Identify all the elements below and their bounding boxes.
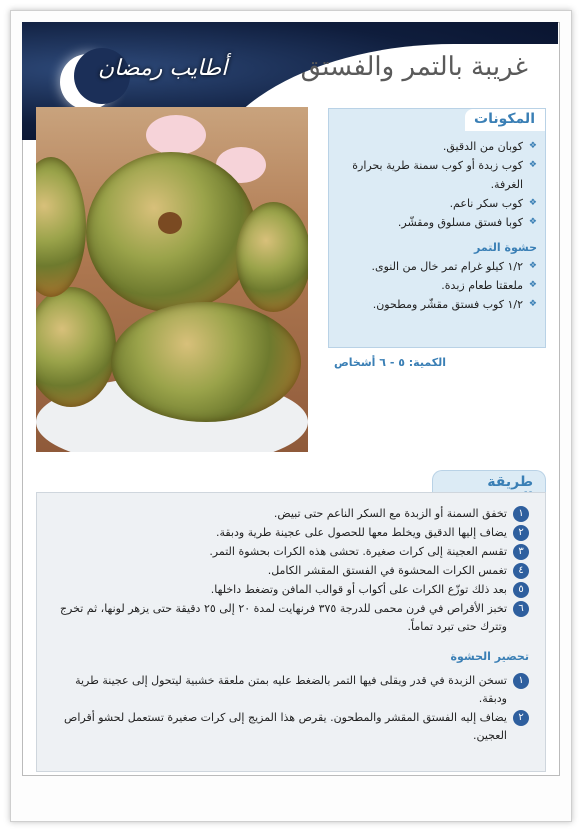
- step-number-badge: ١: [513, 506, 529, 522]
- preparation-box: [36, 492, 546, 772]
- step-text: بعد ذلك توزّع الكرات على أكواب أو قوالب المافن وتضغط داخلها.: [210, 583, 507, 596]
- step-number-badge: ٢: [513, 710, 529, 726]
- filling-item: ❖ ١/٢ كوب فستق مقشّر ومطحون.: [339, 295, 537, 314]
- ingredients-tab: [465, 109, 545, 131]
- step-item: [49, 505, 529, 523]
- ingredient-item: ❖ كوب زبدة أو كوب سمنة طرية بحرارة الغرفة.: [339, 156, 537, 194]
- preparation-steps: [49, 505, 529, 746]
- step-number-badge: ٢: [513, 525, 529, 541]
- preparation-heading: طريقة: [487, 474, 533, 490]
- filling-item: ❖ ملعقتا طعام زبدة.: [339, 276, 537, 295]
- filling-item: ❖ ١/٢ كيلو غرام تمر خال من النوى.: [339, 257, 537, 276]
- flower-decoration: [146, 115, 206, 155]
- ingredients-list: [339, 137, 537, 314]
- step-text: تغمس الكرات المحشوة في الفستق المقشر الكامل.: [267, 564, 507, 577]
- maamoul-cookie: [111, 302, 301, 422]
- step-text: تخفق السمنة أو الزبدة مع السكر الناعم حتى تبيض.: [273, 507, 507, 520]
- ingredient-item: ❖ كوبان من الدقيق.: [339, 137, 537, 156]
- step-number-badge: ١: [513, 673, 529, 689]
- recipe-title: غريبة بالتمر والفستق: [300, 52, 528, 82]
- logo: أطايب رمضان: [98, 56, 228, 81]
- dish-photo: [36, 107, 308, 452]
- ingredient-item: ❖ كوب سكر ناعم.: [339, 194, 537, 213]
- ingredient-item: ❖ كوبا فستق مسلوق ومقشّر.: [339, 213, 537, 232]
- ingredients-heading: المكونات: [474, 111, 535, 127]
- step-text: يضاف إليه الفستق المقشر والمطحون. يقرص هذا المزيج إلى كرات صغيرة تستعمل لحشو أقراص العجين.: [64, 711, 507, 742]
- step-number-badge: ٦: [513, 601, 529, 617]
- step-text: يضاف إليها الدقيق ويخلط معها للحصول على عجينة طرية ودبقة.: [216, 526, 507, 539]
- step-item: [49, 562, 529, 580]
- cookie-center: [158, 212, 182, 234]
- step-item: [49, 600, 529, 636]
- step-item: [49, 543, 529, 561]
- step-number-badge: ٣: [513, 544, 529, 560]
- servings-quantity: الكمية: ٥ - ٦ أشخاص: [333, 356, 446, 369]
- maamoul-cookie: [236, 202, 308, 312]
- maamoul-cookie: [36, 157, 86, 297]
- filling-step-item: [49, 709, 529, 745]
- filling-step-item: [49, 672, 529, 708]
- filling-heading: حشوة التمر: [474, 241, 537, 254]
- step-item: [49, 524, 529, 542]
- step-text: تقسم العجينة إلى كرات صغيرة. تحشى هذه الكرات بحشوة التمر.: [209, 545, 507, 558]
- ingredients-box: [328, 108, 546, 348]
- step-text: تخبز الأقراص في فرن محمى للدرجة ٣٧٥ فرنهايت لمدة ٢٠ إلى ٢٥ دقيقة حتى يزهر لونها، ثم تخرج وتترك حتى تبرد تماماً.: [59, 602, 507, 633]
- step-item: [49, 581, 529, 599]
- step-number-badge: ٤: [513, 563, 529, 579]
- step-number-badge: ٥: [513, 582, 529, 598]
- step-text: تسخن الزبدة في قدر ويقلى فيها التمر بالضغط عليه بمتن ملعقة خشبية ليتحول إلى عجينة طرية ودبقة.: [75, 674, 507, 705]
- filling-prep-heading: تحضير الحشوة: [450, 650, 529, 663]
